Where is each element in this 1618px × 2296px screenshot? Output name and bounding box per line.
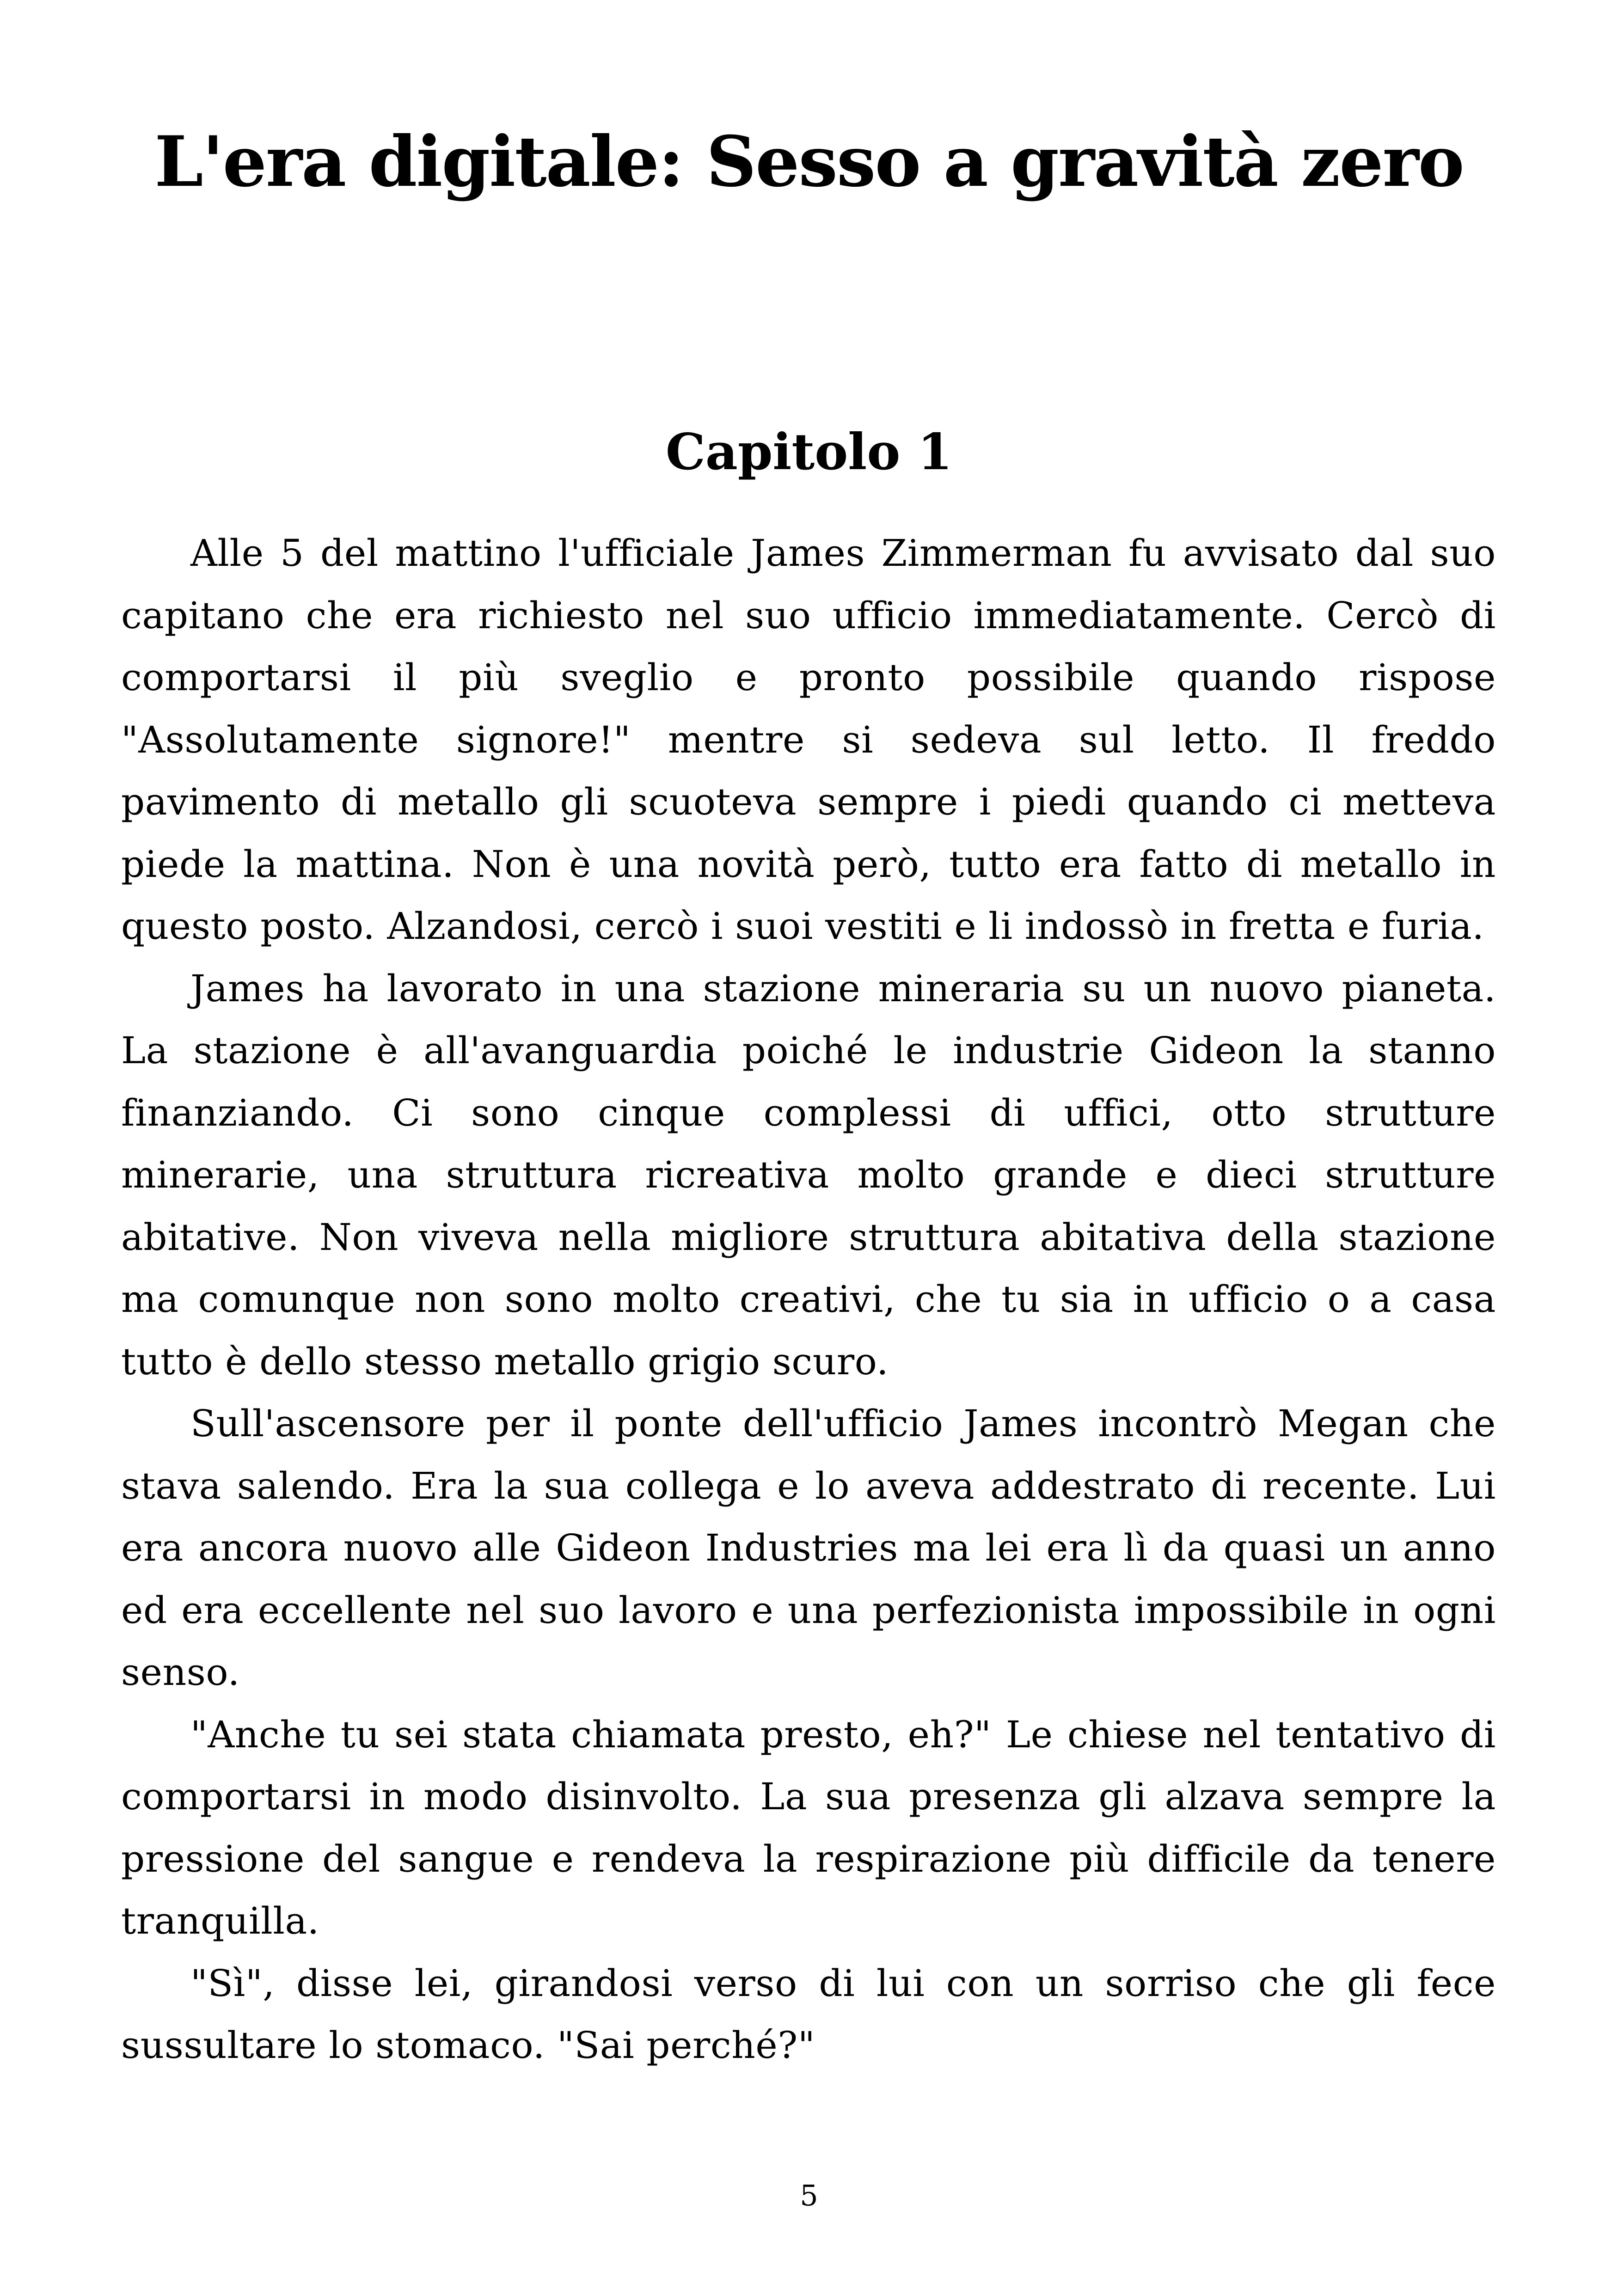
book-title: L'era digitale: Sesso a gravità zero	[154, 121, 1464, 202]
paragraph: "Anche tu sei stata chiamata presto, eh?" Le chiese nel tentativo di comportarsi in modo disinvolto. La sua presenza gli alzava sempre la pressione del sangue e rendeva la respirazione più difficile da tenere tranquilla.	[121, 1713, 1496, 1942]
paragraph: "Sì", disse lei, girandosi verso di lui con un sorriso che gli fece sussultare lo stomaco. "Sai perché?"	[121, 1961, 1496, 2067]
chapter-body	[121, 522, 1496, 2077]
paragraph: Alle 5 del mattino l'ufficiale James Zimmerman fu avvisato dal suo capitano che era richiesto nel suo ufficio immediatamente. Cercò di comportarsi il più sveglio e pronto possibile quando rispose "Assolutamente signore!" mentre si sedeva sul letto. Il freddo pavimento di metallo gli scuoteva sempre i piedi quando ci metteva piede la mattina. Non è una novità però, tutto era fatto di metallo in questo posto. Alzandosi, cercò i suoi vestiti e li indossò in fretta e furia.	[121, 532, 1496, 948]
chapter-title: Capitolo 1	[665, 423, 953, 481]
paragraph: James ha lavorato in una stazione mineraria su un nuovo pianeta. La stazione è all'avanguardia poiché le industrie Gideon la stanno finanziando. Ci sono cinque complessi di uffici, otto strutture minerarie, una struttura ricreativa molto grande e dieci strutture abitative. Non viveva nella migliore struttura abitativa della stazione ma comunque non sono molto creativi, che tu sia in ufficio o a casa tutto è dello stesso metallo grigio scuro.	[121, 967, 1496, 1383]
paragraph: Sull'ascensore per il ponte dell'ufficio James incontrò Megan che stava salendo. Era la sua collega e lo aveva addestrato di recente. Lui era ancora nuovo alle Gideon Industries ma lei era lì da quasi un anno ed era eccellente nel suo lavoro e una perfezionista impossibile in ogni senso.	[121, 1402, 1496, 1694]
page-number: 5	[800, 2179, 818, 2212]
